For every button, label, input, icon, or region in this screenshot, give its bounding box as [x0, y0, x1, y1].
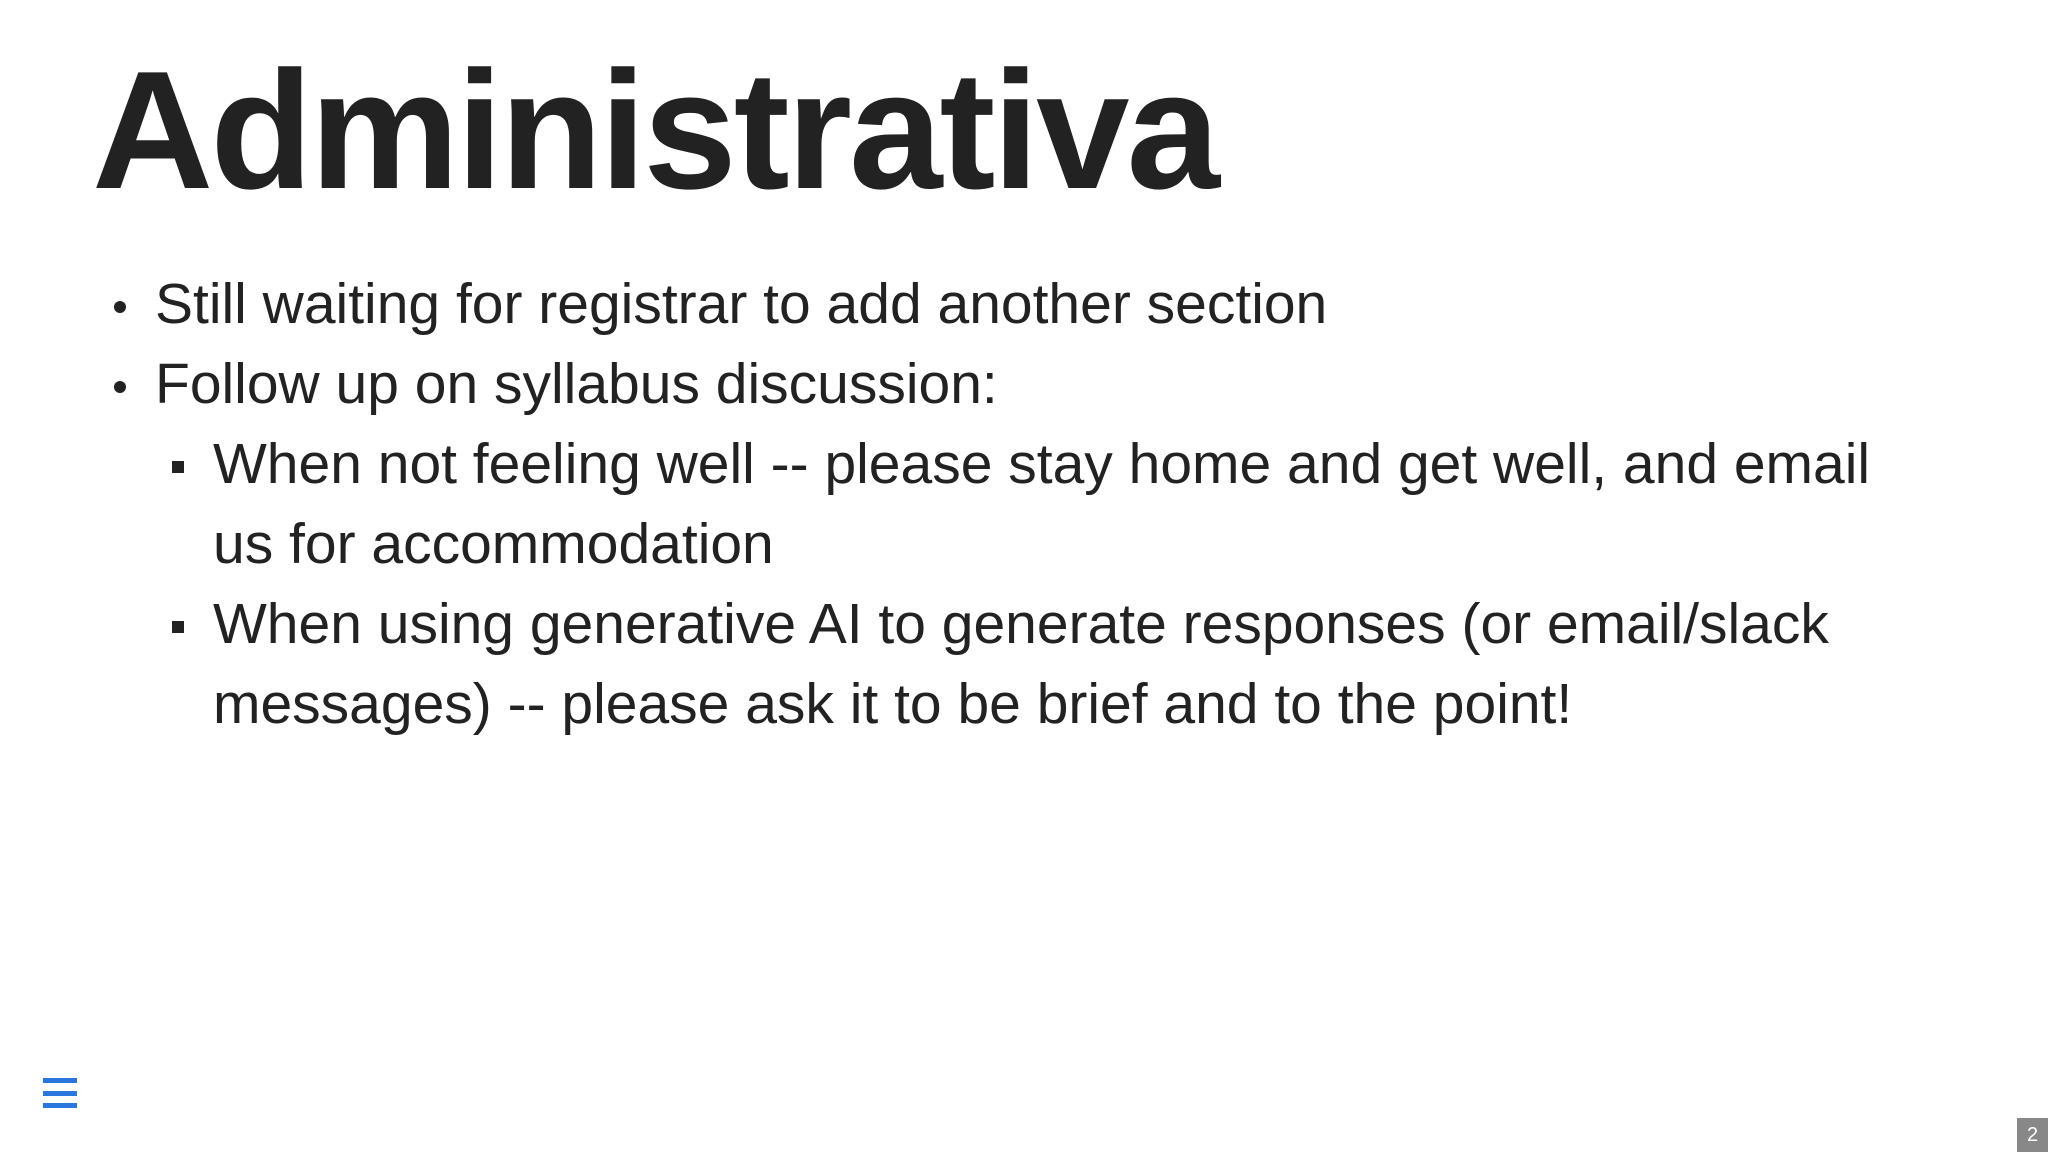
menu-bar: [43, 1091, 77, 1096]
bullet-list: [0, 264, 2048, 744]
hamburger-menu-icon[interactable]: [43, 1078, 77, 1108]
sub-bullet-item: When not feeling well -- please stay home and get well, and email us for accommodation: [155, 424, 1928, 584]
sub-bullet-item: When using generative AI to generate responses (or email/slack messages) -- please ask it to be brief and to the point!: [155, 584, 1928, 744]
bullet-text: Still waiting for registrar to add another section: [155, 272, 1328, 336]
bullet-item: [0, 344, 2048, 744]
sub-bullet-list: [155, 424, 2048, 744]
bullet-item: [0, 264, 2048, 344]
menu-bar: [43, 1078, 77, 1083]
bullet-text: Follow up on syllabus discussion:: [155, 352, 998, 416]
slide-title: Administrativa: [92, 36, 1217, 224]
slide-number: 2: [2017, 1118, 2048, 1152]
menu-bar: [43, 1103, 77, 1108]
